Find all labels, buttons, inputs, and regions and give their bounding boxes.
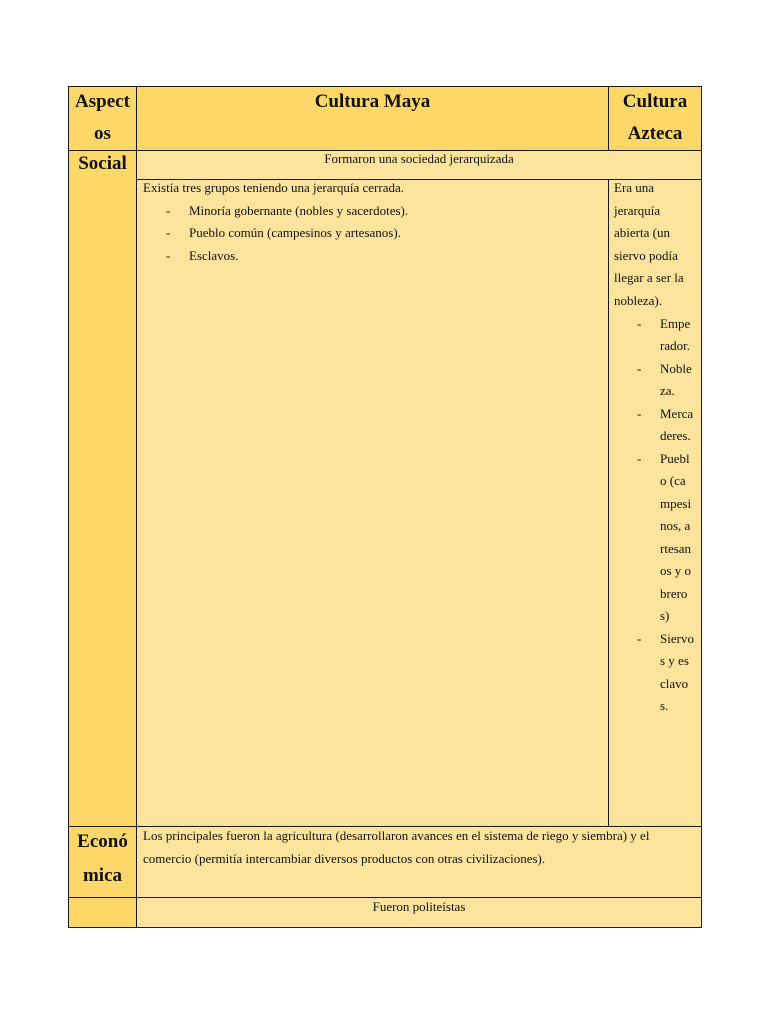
list-item-text: Esclavos. [189, 247, 239, 263]
list-item [614, 313, 694, 358]
azteca-social-list [614, 313, 698, 718]
list-item [614, 448, 694, 628]
dash-bullet: - [637, 450, 642, 466]
header-cultura-maya: Cultura Maya [314, 91, 431, 112]
maya-social-intro: Existía tres grupos teniendo una jerarquía cerrada. [143, 180, 404, 195]
maya-social-cell [143, 177, 603, 267]
label-social: Social [78, 153, 127, 174]
border-left [68, 86, 69, 928]
azteca-social-cell [614, 177, 698, 718]
header-aspects: Aspectos [75, 91, 130, 144]
dash-bullet: - [637, 315, 642, 331]
dash-bullet: - [637, 405, 642, 421]
dash-bullet: - [166, 225, 171, 240]
maya-social-list [143, 200, 603, 268]
economica-text: Los principales fueron la agricultura (desarrollaron avances en el sistema de riego y siembra) y el comercio (permitía intercambiar diversos productos con otras civilizaciones). [143, 828, 650, 866]
list-item-text: Siervos y esclavos. [660, 630, 694, 713]
religion-text: Fueron politeístas [372, 899, 466, 914]
list-item-text: Pueblo (campesinos, artesanos y obreros) [660, 450, 692, 623]
dash-bullet: - [637, 630, 642, 646]
list-item [614, 403, 694, 448]
list-item-text: Nobleza. [660, 360, 692, 398]
list-item-text: Pueblo común (campesinos y artesanos). [189, 225, 401, 240]
header-cultura-azteca: Cultura Azteca [622, 91, 688, 144]
label-column-bg [68, 150, 136, 928]
list-item-text: Minoría gobernante (nobles y sacerdotes). [189, 202, 409, 218]
social-shared-text: Formaron una sociedad jerarquizada [324, 151, 514, 166]
divider-maya-azteca-social [608, 179, 609, 826]
dash-bullet: - [166, 202, 171, 218]
list-item [143, 222, 603, 245]
border-bottom [68, 927, 702, 928]
azteca-social-intro: Era una jerarquía abierta (un siervo podía llegar a ser la nobleza). [614, 180, 684, 308]
divider-label-column [136, 86, 137, 928]
label-economica: Económica [77, 831, 128, 886]
dash-bullet: - [166, 247, 171, 263]
list-item-text: Emperador. [660, 315, 691, 353]
list-item [143, 200, 603, 223]
list-item [143, 245, 603, 268]
dash-bullet: - [637, 360, 642, 376]
list-item [614, 628, 694, 718]
list-item-text: Mercaderes. [660, 405, 694, 443]
border-right [701, 86, 702, 928]
list-item [614, 358, 694, 403]
